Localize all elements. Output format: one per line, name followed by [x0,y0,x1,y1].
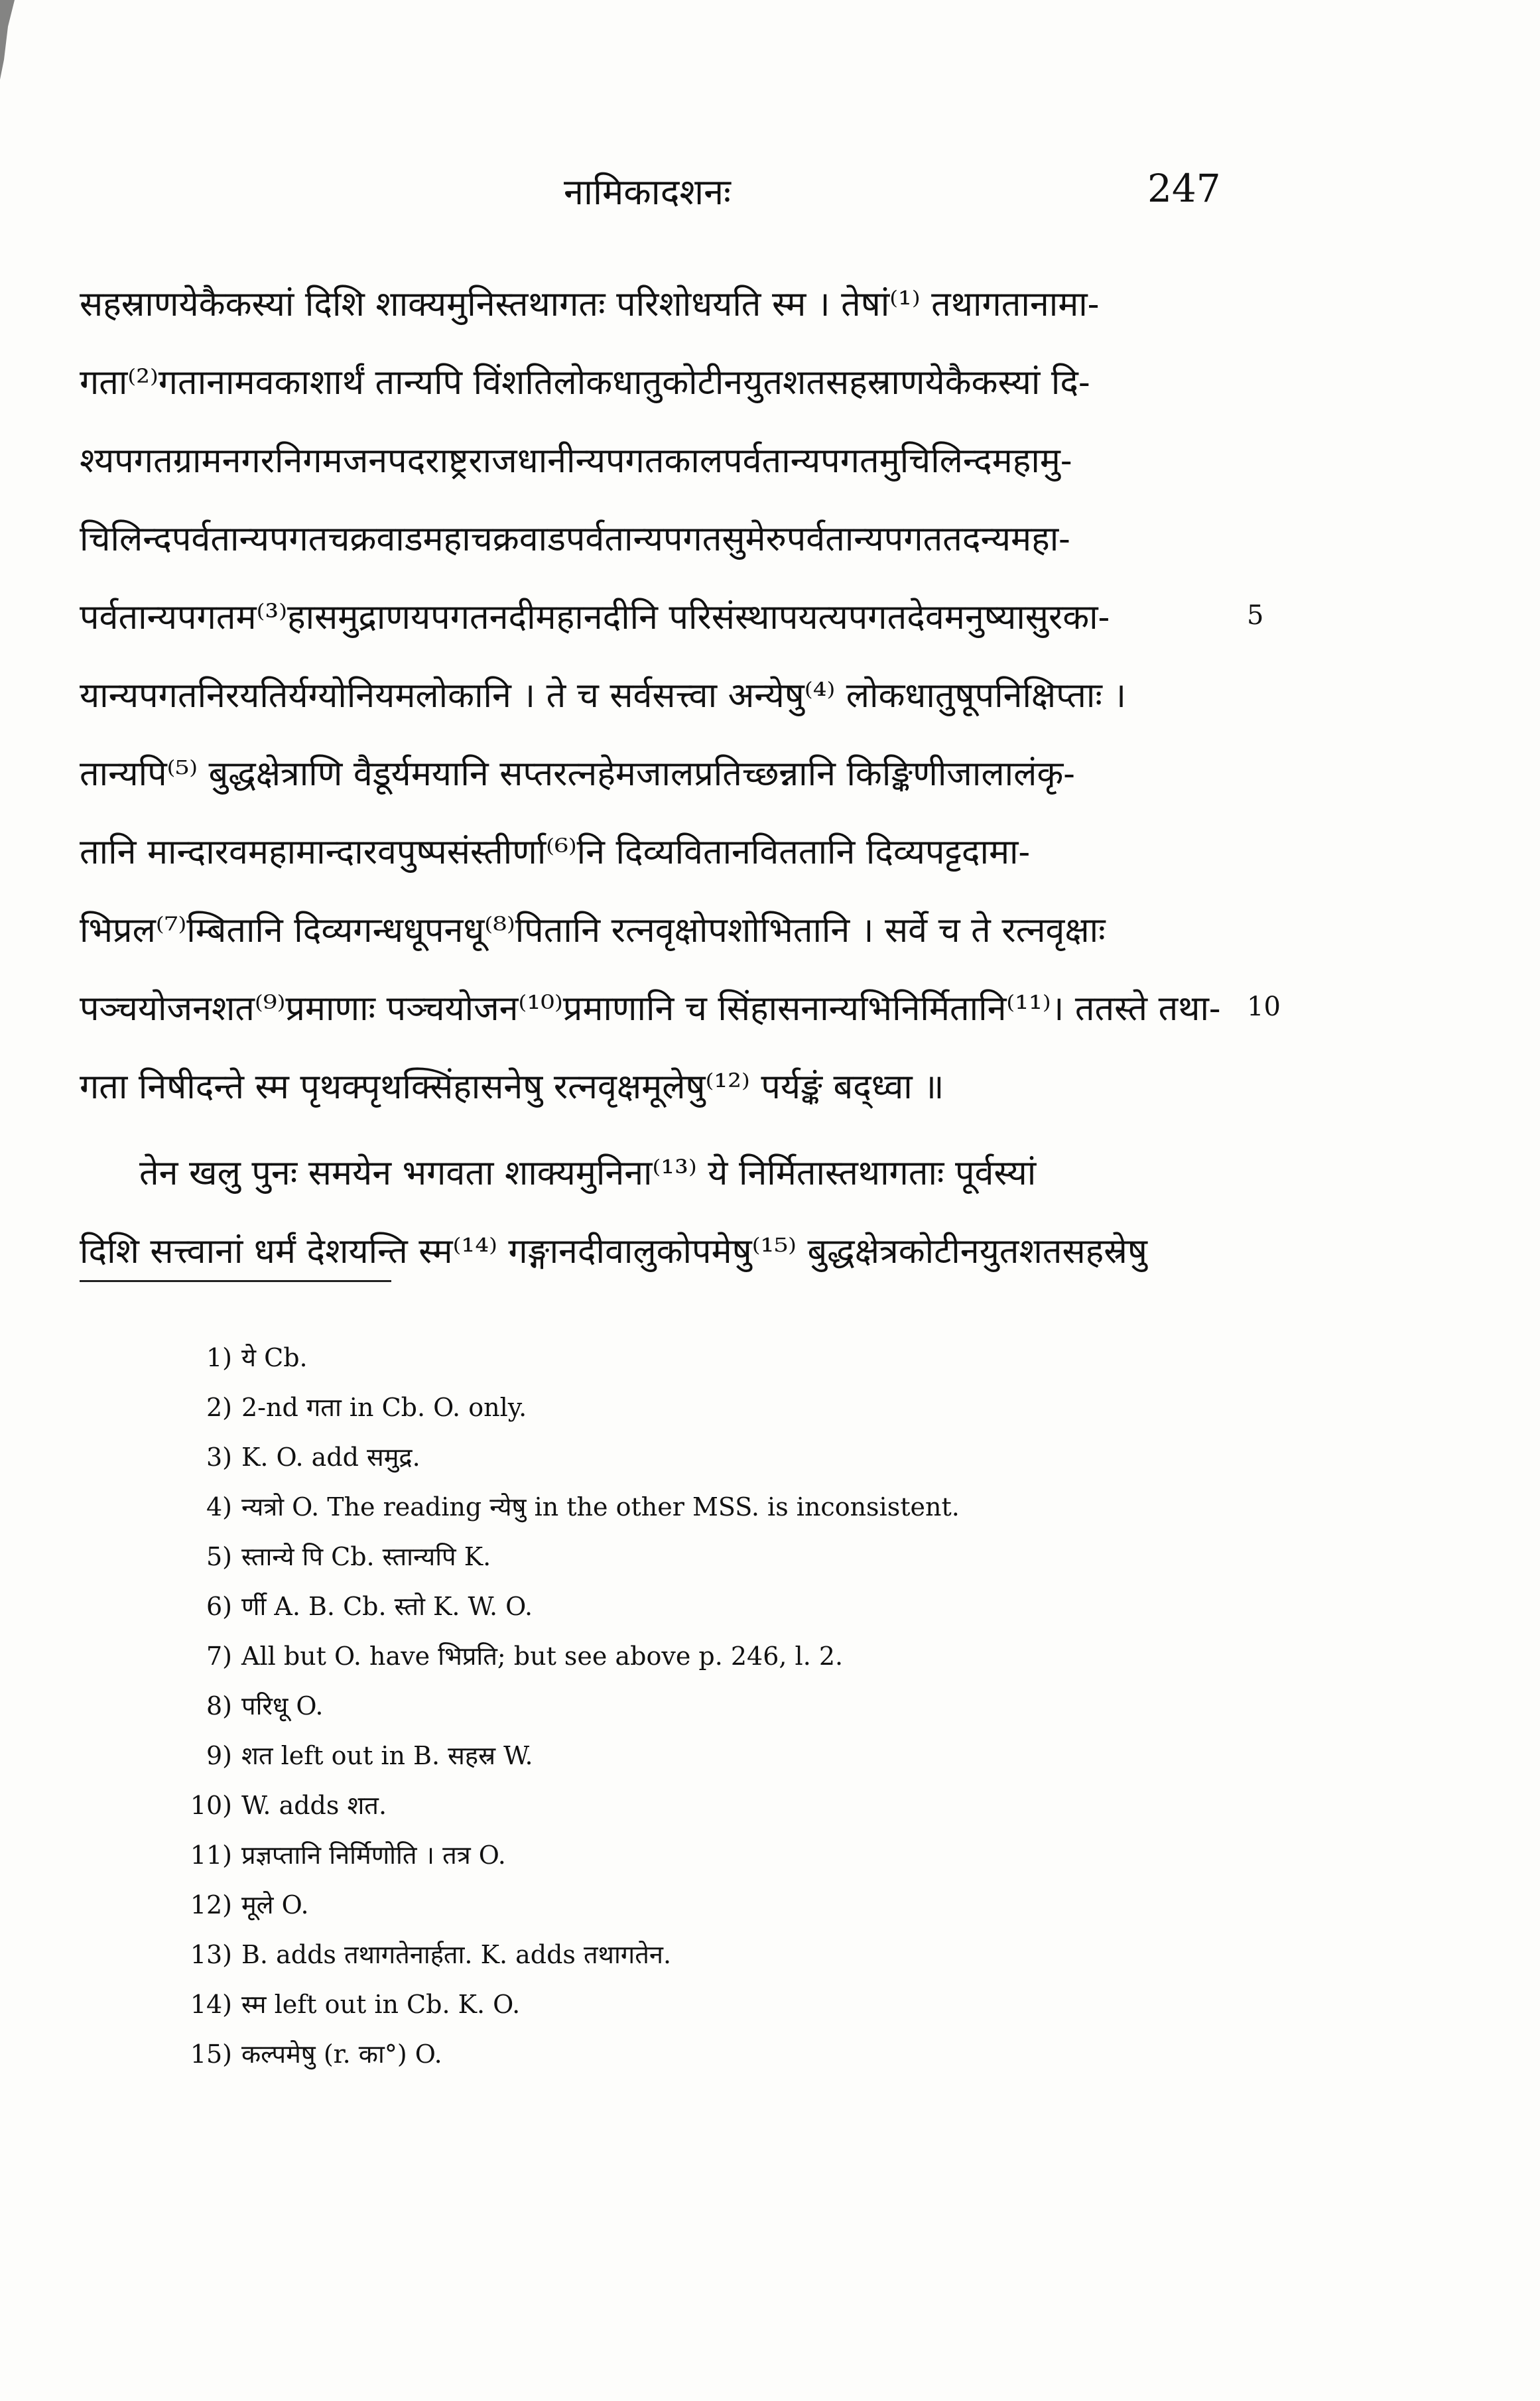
text-line: श्यपगतग्रामनगरनिगमजनपदराष्ट्रराजधानीन्यपगतकालपर्वतान्यपगतमुचिलिन्दमहामु- [80,441,1072,481]
footnote-number: 15) [190,2040,232,2069]
footnote [179,1383,1240,1433]
footnote-text: कल्पमेषु (r. का°) O. [241,2040,442,2069]
footnotes [179,1333,1240,2079]
text-line: गता निषीदन्ते स्म पृथक्पृथक्सिंहासनेषु रत्नवृक्षमूलेषु⁽¹²⁾ पर्यङ्कं बद्ध्वा ॥ [80,1067,944,1107]
footnote-number: 3) [206,1443,232,1472]
footnote [179,1831,1240,1880]
text-line: दिशि सत्त्वानां धर्मं देशयन्ति स्म⁽¹⁴⁾ गङ्गानदीवालुकोपमेषु⁽¹⁵⁾ बुद्धक्षेत्रकोटीनयुतशतसहस्रेषु [80,1232,1147,1271]
footnote [179,1980,1240,2030]
footnote-text: न्यत्रो O. The reading न्येषु in the other MSS. is inconsistent. [241,1492,960,1522]
text-line: तेन खलु पुनः समयेन भगवता शाक्यमुनिना⁽¹³⁾ ये निर्मितास्तथागताः पूर्वस्यां [139,1153,1037,1193]
footnote-number: 5) [206,1542,232,1571]
footnote [179,1532,1240,1582]
text-line: गता⁽²⁾गतानामवकाशार्थं तान्यपि विंशतिलोकधातुकोटीनयुतशतसहस्राणयेकैकस्यां दि- [80,363,1090,403]
running-title: नामिकादशनः [564,171,731,213]
footnote-text: All but O. have भिप्रति; but see above p. 246, l. 2. [241,1642,844,1671]
page-header [0,166,1540,219]
page-corner-scan-mark [0,0,20,80]
footnote-text: मूले O. [241,1890,309,1919]
footnote-text: र्णी A. B. Cb. स्तो K. W. O. [241,1592,533,1621]
footnote [179,1632,1240,1681]
footnote-number: 2) [206,1393,232,1422]
page-number: 247 [1147,166,1221,211]
footnote-text: परिधू O. [241,1691,324,1720]
text-line: सहस्राणयेकैकस्यां दिशि शाक्यमुनिस्तथागतः परिशोधयति स्म । तेषां⁽¹⁾ तथागतानामा- [80,285,1100,324]
footnote-text: प्रज्ञप्तानि निर्मिणोति । तत्र O. [241,1841,506,1870]
footnote-text: B. adds तथागतेनार्हता. K. adds तथागतेन. [241,1940,672,1969]
footnote-text: W. adds शत. [241,1791,387,1820]
text-line: तान्यपि⁽⁵⁾ बुद्धक्षेत्राणि वैडूर्यमयानि सप्तरत्नहेमजालप्रतिच्छन्नानि किङ्किणीजालालंकृ- [80,754,1075,794]
footnote [179,1880,1240,1930]
footnote-number: 4) [206,1492,232,1522]
text-line: तानि मान्दारवमहामान्दारवपुष्पसंस्तीर्णा⁽⁶⁾नि दिव्यवितानविततानि दिव्यपट्टदामा- [80,832,1031,872]
footnote-number: 13) [190,1940,232,1969]
footnote-number: 14) [190,1990,232,2019]
footnote-text: शत left out in B. सहस्र W. [241,1741,533,1770]
footnote-text: 2-nd गता in Cb. O. only. [241,1393,527,1422]
main-text [80,265,1227,1291]
footnote-text: स्तान्ये पि Cb. स्तान्यपि K. [241,1542,491,1571]
footnote-text: K. O. add समुद्र. [241,1443,420,1472]
footnote [179,1681,1240,1731]
footnote-number: 10) [190,1791,232,1820]
footnote [179,1731,1240,1781]
text-line: पञ्चयोजनशत⁽⁹⁾प्रमाणाः पञ्चयोजन⁽¹⁰⁾प्रमाणानि च सिंहासनान्यभिनिर्मितानि⁽¹¹⁾। ततस्ते तथा- [80,989,1221,1029]
footnote [179,1333,1240,1383]
footnote-number: 7) [206,1642,232,1671]
footnote [179,1930,1240,1980]
footnote-rule [80,1280,391,1282]
footnote [179,1582,1240,1632]
footnote-number: 9) [206,1741,232,1770]
footnote-number: 8) [206,1691,232,1720]
footnote-number: 12) [190,1890,232,1919]
margin-line-number: 5 [1247,600,1264,631]
footnote-number: 11) [190,1841,232,1870]
footnote-number: 1) [206,1343,232,1372]
text-line: चिलिन्दपर्वतान्यपगतचक्रवाडमहाचक्रवाडपर्वतान्यपगतसुमेरुपर्वतान्यपगततदन्यमहा- [80,519,1070,559]
margin-line-number: 10 [1247,992,1281,1022]
text-line: भिप्रल⁽⁷⁾म्बितानि दिव्यगन्धधूपनधू⁽⁸⁾पितानि रत्नवृक्षोपशोभितानि । सर्वे च ते रत्नवृक्षाः [80,911,1106,950]
footnote [179,2030,1240,2079]
footnote [179,1433,1240,1482]
footnote-text: ये Cb. [241,1343,308,1372]
footnote-number: 6) [206,1592,232,1621]
footnote-text: स्म left out in Cb. K. O. [241,1990,521,2019]
footnote [179,1781,1240,1831]
footnote [179,1482,1240,1532]
text-line: यान्यपगतनिरयतिर्यग्योनियमलोकानि । ते च सर्वसत्त्वा अन्येषु⁽⁴⁾ लोकधातुषूपनिक्षिप्ताः । [80,676,1127,716]
text-line: पर्वतान्यपगतम⁽³⁾हासमुद्राणयपगतनदीमहानदीनि परिसंस्थापयत्यपगतदेवमनुष्यासुरका- [80,598,1110,637]
